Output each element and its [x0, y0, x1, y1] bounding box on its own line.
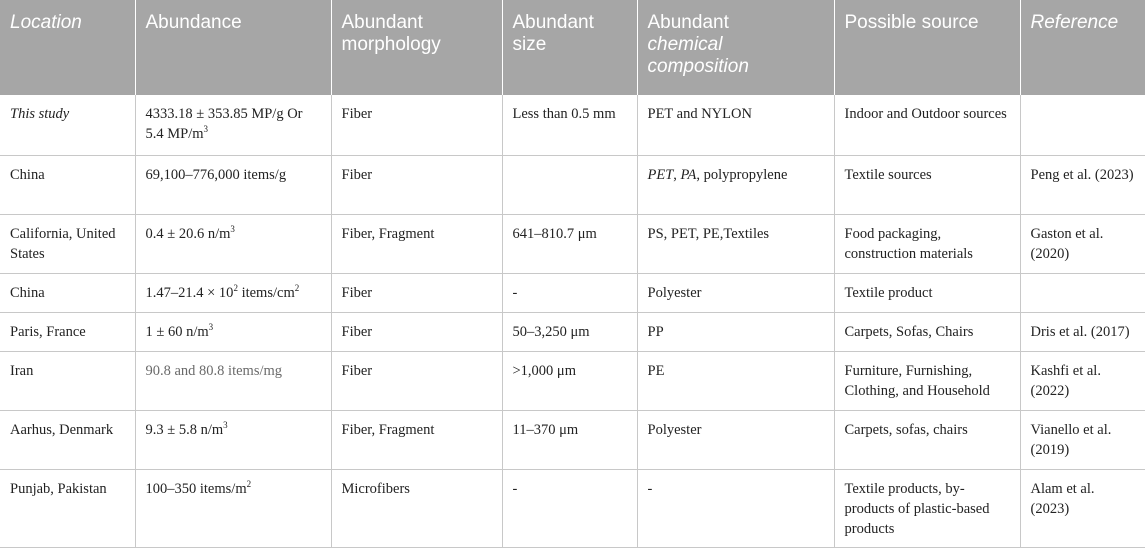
table-row: [0, 351, 1145, 410]
table-row: [0, 273, 1145, 312]
header-reference: Reference: [1020, 0, 1145, 95]
header-source: Possible source: [834, 0, 1020, 95]
cell-source: Carpets, sofas, chairs: [834, 410, 1020, 469]
cell-size: 11–370 μm: [502, 410, 637, 469]
cell-size: 50–3,250 μm: [502, 312, 637, 351]
cell-chemical: Polyester: [637, 410, 834, 469]
cell-reference: Vianello et al. (2019): [1020, 410, 1145, 469]
cell-morphology: Fiber, Fragment: [331, 410, 502, 469]
cell-chemical: PET, PA, polypropylene: [637, 155, 834, 214]
cell-abundance: 0.4 ± 20.6 $n/m^3$: [135, 214, 331, 273]
cell-size: 641–810.7 μm: [502, 214, 637, 273]
header-morphology: Abundant morphology: [331, 0, 502, 95]
cell-source: Textile product: [834, 273, 1020, 312]
header-chem-line2: chemical composition: [647, 34, 749, 77]
cell-location: China: [0, 155, 135, 214]
cell-reference: Gaston et al. (2020): [1020, 214, 1145, 273]
cell-chemical: PE: [637, 351, 834, 410]
cell-location: Punjab, Pakistan: [0, 469, 135, 547]
cell-source: Textile products, by-products of plastic-based products: [834, 469, 1020, 547]
header-chemical-composition: [637, 0, 834, 95]
cell-abundance: 90.8 and 80.8 items/mg: [135, 351, 331, 410]
header-chem-line1: Abundant: [647, 12, 729, 33]
cell-source: Indoor and Outdoor sources: [834, 95, 1020, 155]
cell-reference: Kashfi et al. (2022): [1020, 351, 1145, 410]
cell-morphology: Fiber: [331, 273, 502, 312]
cell-morphology: Fiber, Fragment: [331, 214, 502, 273]
header-size: Abundant size: [502, 0, 637, 95]
cell-abundance: 100–350 items/$m^2$: [135, 469, 331, 547]
cell-morphology: Microfibers: [331, 469, 502, 547]
cell-reference: Peng et al. (2023): [1020, 155, 1145, 214]
cell-morphology: Fiber: [331, 95, 502, 155]
cell-size: [502, 155, 637, 214]
table-row: [0, 95, 1145, 155]
cell-reference: [1020, 95, 1145, 155]
cell-source: Carpets, Sofas, Chairs: [834, 312, 1020, 351]
cell-source: Food packaging, construction materials: [834, 214, 1020, 273]
cell-reference: Alam et al. (2023): [1020, 469, 1145, 547]
cell-abundance: 4333.18 ± 353.85 MP/g Or 5.4 $MP/m^3$: [135, 95, 331, 155]
cell-chemical: Polyester: [637, 273, 834, 312]
cell-location: Paris, France: [0, 312, 135, 351]
cell-abundance: $1.47-21.4 \times 10^2$ items/$cm^2$: [135, 273, 331, 312]
table-header-row: [0, 0, 1145, 95]
cell-chemical: PP: [637, 312, 834, 351]
cell-abundance: 9.3 ± 5.8 $n/m^3$: [135, 410, 331, 469]
cell-morphology: Fiber: [331, 351, 502, 410]
cell-abundance: 69,100–776,000 items/g: [135, 155, 331, 214]
cell-size: -: [502, 469, 637, 547]
cell-chemical: -: [637, 469, 834, 547]
table-row: [0, 155, 1145, 214]
cell-source: Textile sources: [834, 155, 1020, 214]
cell-chemical: PET and NYLON: [637, 95, 834, 155]
cell-morphology: Fiber: [331, 155, 502, 214]
cell-abundance: 1 ± 60 $n/m^3$: [135, 312, 331, 351]
cell-reference: [1020, 273, 1145, 312]
cell-location: California, United States: [0, 214, 135, 273]
table-row: [0, 312, 1145, 351]
cell-size: -: [502, 273, 637, 312]
table-row: [0, 214, 1145, 273]
cell-location: Iran: [0, 351, 135, 410]
cell-chemical: PS, PET, PE,Textiles: [637, 214, 834, 273]
table-row: [0, 410, 1145, 469]
cell-location: This study: [0, 95, 135, 155]
cell-location: Aarhus, Denmark: [0, 410, 135, 469]
cell-reference: Dris et al. (2017): [1020, 312, 1145, 351]
cell-size: >1,000 μm: [502, 351, 637, 410]
header-location: Location: [0, 0, 135, 95]
header-abundance: Abundance: [135, 0, 331, 95]
cell-size: Less than 0.5 mm: [502, 95, 637, 155]
cell-morphology: Fiber: [331, 312, 502, 351]
cell-source: Furniture, Furnishing, Clothing, and Household: [834, 351, 1020, 410]
cell-location: China: [0, 273, 135, 312]
table-row: [0, 469, 1145, 547]
